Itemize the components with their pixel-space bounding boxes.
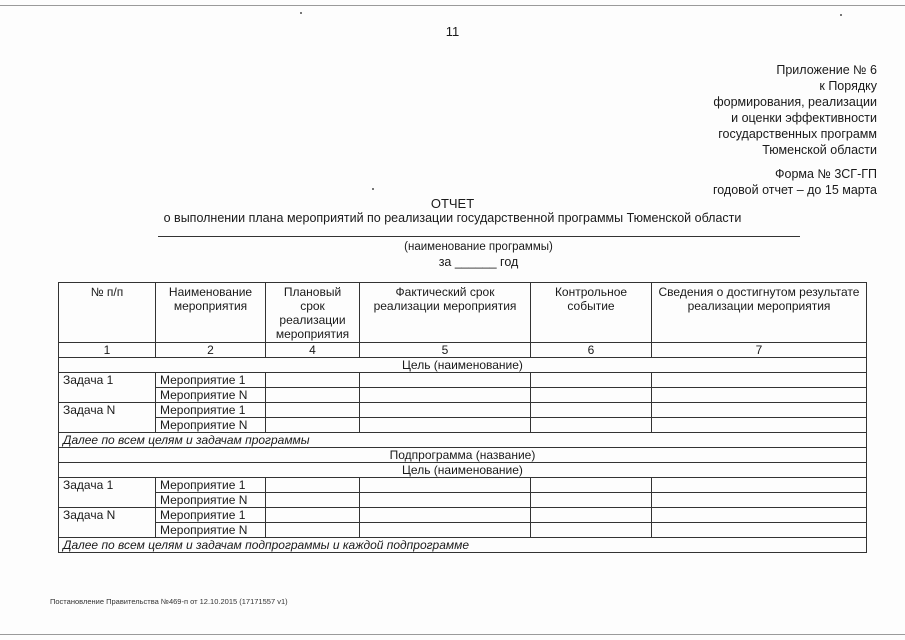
table-row bbox=[59, 493, 867, 508]
further-subprogram-row bbox=[59, 538, 867, 553]
appendix-line: и оценки эффективности bbox=[731, 111, 877, 125]
empty-cell bbox=[531, 493, 652, 508]
table-row bbox=[59, 523, 867, 538]
appendix-line: формирования, реализации bbox=[713, 95, 877, 109]
program-name-caption: (наименование программы) bbox=[404, 241, 553, 253]
further-program-cell: Далее по всем целям и задачам программы bbox=[59, 433, 867, 448]
column-number: 1 bbox=[59, 343, 156, 358]
event-cell: Мероприятие 1 bbox=[156, 403, 266, 418]
column-number-row bbox=[59, 343, 867, 358]
appendix-block bbox=[617, 62, 877, 158]
program-name-line bbox=[158, 236, 800, 237]
scan-edge-bottom bbox=[0, 634, 905, 635]
goal-cell: Цель (наименование) bbox=[59, 358, 867, 373]
goal-cell: Цель (наименование) bbox=[59, 463, 867, 478]
empty-cell bbox=[266, 373, 360, 388]
empty-cell bbox=[360, 373, 531, 388]
column-number: 2 bbox=[156, 343, 266, 358]
task-cell: Задача 1 bbox=[59, 478, 156, 508]
empty-cell bbox=[360, 523, 531, 538]
report-table bbox=[58, 282, 867, 553]
empty-cell bbox=[652, 403, 867, 418]
event-cell: Мероприятие N bbox=[156, 493, 266, 508]
empty-cell bbox=[652, 373, 867, 388]
scan-speck bbox=[840, 14, 842, 16]
col-header: Сведения о достигнутом результате реализации мероприятия bbox=[652, 283, 867, 343]
empty-cell bbox=[531, 508, 652, 523]
goal-row bbox=[59, 463, 867, 478]
event-cell: Мероприятие N bbox=[156, 523, 266, 538]
subprogram-row bbox=[59, 448, 867, 463]
empty-cell bbox=[360, 418, 531, 433]
form-block bbox=[617, 166, 877, 198]
report-year: за ______ год bbox=[438, 255, 519, 269]
column-number: 5 bbox=[360, 343, 531, 358]
empty-cell bbox=[266, 523, 360, 538]
col-header: № п/п bbox=[59, 283, 156, 343]
scan-speck bbox=[300, 12, 302, 14]
table-row bbox=[59, 508, 867, 523]
task-cell: Задача N bbox=[59, 508, 156, 538]
goal-row bbox=[59, 358, 867, 373]
empty-cell bbox=[531, 388, 652, 403]
empty-cell bbox=[531, 373, 652, 388]
empty-cell bbox=[652, 523, 867, 538]
empty-cell bbox=[266, 418, 360, 433]
empty-cell bbox=[652, 508, 867, 523]
empty-cell bbox=[652, 418, 867, 433]
empty-cell bbox=[360, 403, 531, 418]
event-cell: Мероприятие 1 bbox=[156, 478, 266, 493]
empty-cell bbox=[531, 523, 652, 538]
empty-cell bbox=[360, 478, 531, 493]
form-deadline: годовой отчет – до 15 марта bbox=[712, 183, 877, 197]
table-row bbox=[59, 388, 867, 403]
table-row bbox=[59, 418, 867, 433]
empty-cell bbox=[266, 388, 360, 403]
empty-cell bbox=[652, 388, 867, 403]
report-title: ОТЧЕТ bbox=[430, 196, 475, 211]
column-number: 4 bbox=[266, 343, 360, 358]
further-subprogram-cell: Далее по всем целям и задачам подпрограммы и каждой подпрограмме bbox=[59, 538, 867, 553]
empty-cell bbox=[360, 508, 531, 523]
empty-cell bbox=[360, 388, 531, 403]
scan-edge-top bbox=[0, 5, 905, 6]
task-cell: Задача N bbox=[59, 403, 156, 433]
table-row bbox=[59, 373, 867, 388]
page-number: 11 bbox=[445, 24, 460, 39]
col-header: Плановый срок реализации мероприятия bbox=[266, 283, 360, 343]
empty-cell bbox=[360, 493, 531, 508]
event-cell: Мероприятие 1 bbox=[156, 373, 266, 388]
event-cell: Мероприятие N bbox=[156, 388, 266, 403]
col-header: Наименование мероприятия bbox=[156, 283, 266, 343]
empty-cell bbox=[266, 403, 360, 418]
empty-cell bbox=[531, 478, 652, 493]
task-cell: Задача 1 bbox=[59, 373, 156, 403]
appendix-line: государственных программ bbox=[718, 127, 877, 141]
empty-cell bbox=[652, 493, 867, 508]
event-cell: Мероприятие 1 bbox=[156, 508, 266, 523]
subprogram-cell: Подпрограмма (название) bbox=[59, 448, 867, 463]
empty-cell bbox=[266, 493, 360, 508]
empty-cell bbox=[531, 403, 652, 418]
empty-cell bbox=[266, 478, 360, 493]
table-row bbox=[59, 478, 867, 493]
table-row bbox=[59, 403, 867, 418]
col-header: Контрольное событие bbox=[531, 283, 652, 343]
report-subtitle: о выполнении плана мероприятий по реализации государственной программы Тюменской области bbox=[163, 211, 742, 225]
appendix-line: к Порядку bbox=[819, 79, 877, 93]
scan-speck bbox=[372, 188, 374, 190]
column-number: 6 bbox=[531, 343, 652, 358]
document-footer: Постановление Правительства №469-п от 12.10.2015 (17171557 v1) bbox=[50, 597, 288, 606]
empty-cell bbox=[266, 508, 360, 523]
column-number: 7 bbox=[652, 343, 867, 358]
further-program-row bbox=[59, 433, 867, 448]
event-cell: Мероприятие N bbox=[156, 418, 266, 433]
appendix-line: Тюменской области bbox=[762, 143, 877, 157]
form-number: Форма № 3СГ-ГП bbox=[775, 167, 877, 181]
header-row bbox=[59, 283, 867, 343]
col-header: Фактический срок реализации мероприятия bbox=[360, 283, 531, 343]
empty-cell bbox=[531, 418, 652, 433]
empty-cell bbox=[652, 478, 867, 493]
appendix-line: Приложение № 6 bbox=[776, 63, 877, 77]
